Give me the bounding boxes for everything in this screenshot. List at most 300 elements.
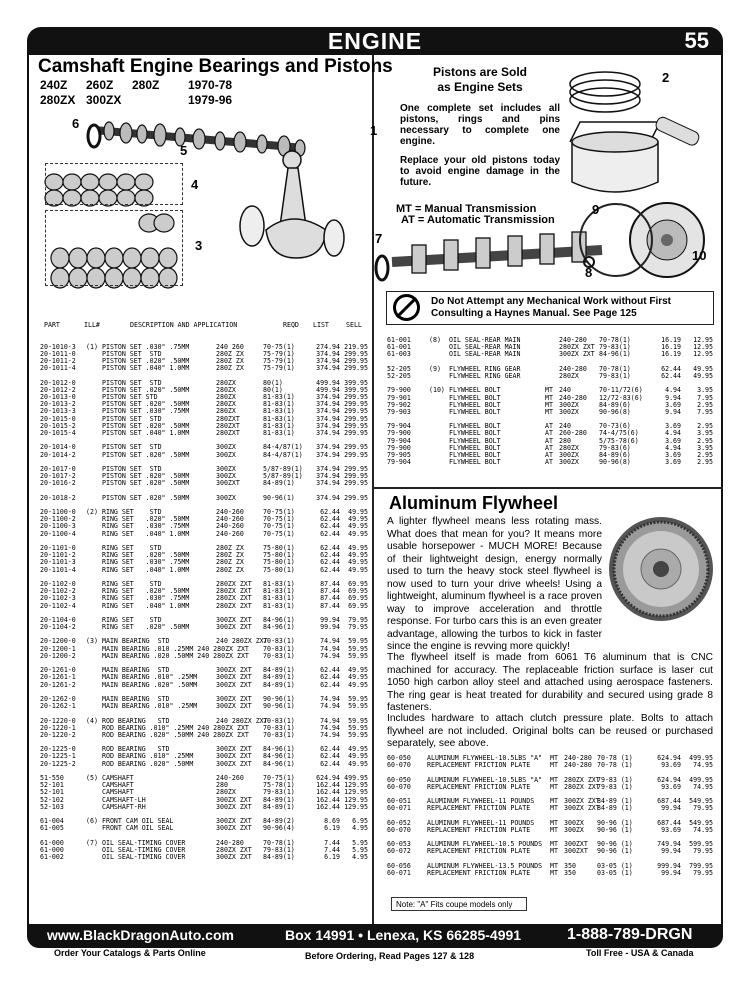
table-cell: 61-003	[387, 350, 411, 359]
table-cell: 74.94	[320, 637, 340, 646]
table-cell: AT	[545, 458, 553, 467]
parts-group	[40, 581, 368, 610]
table-cell: 79-900	[387, 429, 411, 438]
table-cell: 280ZX ZXT	[564, 775, 600, 784]
table-cell: 399.95	[344, 378, 368, 387]
table-cell: 61-000	[40, 838, 64, 847]
table-cell: CAMSHAFT	[102, 774, 134, 783]
table-cell: 59.95	[348, 723, 368, 732]
table-cell: 240	[559, 422, 571, 431]
table-row	[40, 617, 368, 624]
table-cell: 60-070	[387, 782, 411, 791]
table-cell: 49.95	[348, 508, 368, 517]
model-m260: 260Z	[86, 78, 114, 92]
table-cell: 20-1013-0	[40, 393, 76, 402]
table-cell: 299.95	[344, 479, 368, 488]
table-cell: FLYWHEEL BOLT	[449, 436, 501, 445]
table-cell: 49.95	[348, 752, 368, 761]
table-cell: 280Z ZX	[216, 357, 244, 366]
piston-box-heading-2: as Engine Sets	[437, 80, 523, 94]
table-cell: 300ZX ZXT	[216, 817, 252, 826]
table-cell: 299.95	[344, 429, 368, 438]
table-cell: 129.95	[344, 795, 368, 804]
table-cell: 60-071	[387, 869, 411, 877]
table-cell: 81-83(1)	[263, 421, 295, 430]
table-cell: 300ZX	[216, 493, 236, 502]
parts-group	[387, 777, 717, 791]
table-cell: 300ZX ZXT	[216, 824, 252, 833]
callout-10: 10	[692, 248, 707, 263]
table-row	[40, 559, 368, 566]
table-cell: 20-1101-0	[40, 544, 76, 553]
table-row	[40, 696, 368, 703]
table-cell: 79-83(1)	[263, 845, 295, 854]
table-row	[40, 552, 368, 559]
table-cell: 300ZX	[564, 825, 584, 834]
table-cell: (10)	[429, 386, 445, 395]
section-title: Camshaft Engine Bearings and Pistons	[38, 56, 393, 77]
table-cell: 62.44	[320, 673, 340, 682]
table-cell: 300ZX ZXT	[564, 804, 600, 813]
table-cell: 52-205	[387, 364, 411, 373]
table-cell: PISTON SET .040" 1.0MM	[102, 364, 190, 373]
table-cell: 79-903	[387, 407, 411, 416]
table-cell: 62.44	[320, 515, 340, 524]
table-cell: 90-96 (1)	[597, 840, 633, 849]
camshaft-illustration	[88, 122, 305, 156]
parts-group	[387, 755, 717, 769]
table-cell: 81-83(1)	[263, 601, 295, 610]
flywheel-paragraph-1: A lighter flywheel means less rotating mass. What does that mean for you? It means more usable horsepower - MUCH MORE! Because of their lightweight design, energy normally used to turn the heavy stock steel flywheel is now used to turn your drive wheels! Using a lightweight, aluminum flywheel is a race proven way to improve acceleration and throttle response. For turbo cars this is an even greater advantage, allowing the turbos to kick in faster since the engine is revving more quickly!	[387, 516, 602, 652]
table-cell: 20-1225-0	[40, 745, 76, 754]
table-row	[387, 409, 717, 416]
table-row	[40, 581, 368, 588]
table-cell: 74.95	[693, 782, 713, 791]
table-cell: 61-001	[387, 343, 411, 352]
table-cell: REPLACEMENT FRICTION PLATE	[427, 782, 531, 791]
table-cell: MAIN BEARING .020 .50MM 240 280ZX ZXT	[102, 651, 249, 660]
table-cell: 374.94	[316, 479, 340, 488]
table-cell: 60-050	[387, 775, 411, 784]
table-cell: 52-205	[387, 371, 411, 380]
table-row	[387, 784, 717, 791]
piston-illustration	[560, 62, 710, 202]
table-cell: 20-1102-2	[40, 587, 76, 596]
parts-group	[40, 718, 368, 740]
table-cell: 60-052	[387, 818, 411, 827]
table-cell: (4)	[86, 716, 98, 725]
parts-group	[40, 818, 368, 832]
table-cell: 300ZX	[559, 451, 579, 459]
table-cell: MT	[550, 804, 558, 813]
table-cell: 280Z ZX	[216, 544, 244, 553]
table-cell: 93.69	[661, 761, 681, 770]
table-cell: 374.94	[316, 450, 340, 459]
parts-group	[40, 509, 368, 538]
table-cell: 79-900	[387, 443, 411, 452]
table-cell: 70-83(1)	[263, 723, 295, 732]
table-cell: 3.69	[665, 451, 681, 459]
table-cell: 240 280ZX ZXT	[216, 637, 268, 646]
table-cell: 49.95	[348, 558, 368, 567]
table-cell: 84-96(1)	[263, 623, 295, 632]
table-cell: 84-89(1)	[263, 802, 295, 811]
table-cell: 20-1100-0	[40, 508, 76, 517]
table-cell: 499.94	[316, 378, 340, 387]
table-cell: 99.94	[320, 623, 340, 632]
table-cell: RING SET STD	[102, 579, 162, 588]
table-cell: 20-1104-2	[40, 623, 76, 632]
table-cell: 84-89(1)	[263, 680, 295, 689]
table-cell: 49.95	[348, 745, 368, 754]
table-row	[40, 847, 368, 854]
table-cell: ALUMINUM FLYWHEEL-10.5 POUNDS	[427, 840, 543, 849]
table-cell: 79-901	[387, 393, 411, 402]
table-cell: 74.95	[693, 761, 713, 770]
table-row	[40, 452, 368, 459]
phone-number[interactable]: 1-888-789-DRGN	[567, 926, 693, 943]
col-ill: ILL#	[84, 321, 100, 330]
table-cell: 87.44	[320, 594, 340, 603]
table-cell: MT	[545, 407, 553, 416]
table-cell: 70-78(1)	[263, 838, 295, 847]
table-cell: 280ZX	[216, 407, 236, 416]
table-cell: 300ZX ZXT	[216, 680, 252, 689]
table-cell: FLYWHEEL BOLT	[449, 443, 501, 452]
table-cell: 2.95	[697, 400, 713, 409]
table-cell: 20-1200-0	[40, 637, 76, 646]
table-cell: 79.95	[693, 847, 713, 856]
table-cell: MAIN BEARING STD	[102, 666, 170, 675]
table-cell: 374.94	[316, 472, 340, 481]
table-row	[40, 674, 368, 681]
table-cell: 61-000	[40, 845, 64, 854]
table-cell: 280ZXT	[216, 429, 240, 438]
table-cell: 240-260	[216, 529, 244, 538]
website-link[interactable]: www.BlackDragonAuto.com	[47, 927, 234, 943]
table-cell: 280ZX	[559, 443, 579, 452]
table-cell: PISTON SET STD	[102, 414, 162, 423]
aluminum-flywheel-photo	[607, 515, 715, 623]
table-cell: 300ZX	[559, 407, 579, 416]
table-row	[387, 351, 717, 358]
table-cell: 240-260	[216, 508, 244, 517]
table-cell: PISTON SET STD	[102, 464, 162, 473]
table-cell: 299.95	[344, 393, 368, 402]
table-cell: (9)	[429, 364, 441, 373]
table-cell: CAMSHAFT-LH	[102, 795, 146, 804]
table-cell: 20-1018-2	[40, 493, 76, 502]
table-cell: 84-89(1)	[263, 479, 295, 488]
table-cell: 70-75(1)	[263, 515, 295, 524]
table-cell: 374.94	[316, 429, 340, 438]
table-cell: 52-102	[40, 795, 64, 804]
table-cell: 79-83(1)	[599, 343, 631, 352]
table-cell: 20-1261-2	[40, 680, 76, 689]
table-cell: 374.94	[316, 393, 340, 402]
table-cell: 999.94	[657, 861, 681, 870]
table-cell: MT	[550, 840, 558, 849]
callout-8: 8	[585, 265, 593, 280]
table-cell: 20-1225-2	[40, 759, 76, 768]
parts-group	[40, 344, 368, 373]
table-cell: 129.95	[344, 802, 368, 811]
table-cell: 84-89(2)	[263, 817, 295, 826]
table-row	[40, 667, 368, 674]
table-cell: 60-053	[387, 840, 411, 849]
table-cell: 374.94	[316, 464, 340, 473]
parts-group	[40, 495, 368, 502]
table-row	[387, 827, 717, 834]
table-cell: 49.95	[693, 364, 713, 373]
parts-group	[40, 617, 368, 631]
table-cell: 70-78 (1)	[597, 761, 633, 770]
table-cell: 280ZX	[216, 385, 236, 394]
crankshaft-illustration	[376, 232, 602, 280]
table-cell: MT	[550, 797, 558, 806]
table-cell: 74.94	[320, 723, 340, 732]
model-m280zx: 280ZX	[40, 93, 76, 107]
table-cell: 61-005	[40, 824, 64, 833]
table-cell: 90-96(1)	[263, 702, 295, 711]
table-cell: AT	[545, 436, 553, 445]
table-cell: 16.19	[661, 343, 681, 352]
table-cell: 84-89 (1)	[597, 804, 633, 813]
model-years-2: 1979-96	[188, 93, 233, 107]
table-cell: 20-1011-0	[40, 349, 76, 358]
table-cell: 90-96(4)	[263, 824, 295, 833]
table-cell: 75-79(1)	[263, 357, 295, 366]
table-cell: 79-902	[387, 400, 411, 409]
table-cell: 280Z ZX	[216, 565, 244, 574]
table-cell: ROD BEARING STD	[102, 716, 170, 725]
table-cell: 240-280	[564, 754, 592, 762]
table-cell: 4.94	[665, 429, 681, 438]
col-description: DESCRIPTION AND APPLICATION	[130, 321, 238, 330]
table-cell: 75-78(1)	[263, 781, 295, 790]
table-cell: 70-83(1)	[263, 644, 295, 653]
model-m280: 280Z	[132, 78, 160, 92]
table-cell: 81-83(1)	[263, 414, 295, 423]
table-cell: 299.95	[344, 357, 368, 366]
table-cell: ALUMINUM FLYWHEEL-10.5LBS "A"	[427, 754, 543, 762]
table-cell: 20-1013-3	[40, 407, 76, 416]
table-cell: 240-280	[559, 336, 587, 344]
table-cell: 299.95	[344, 400, 368, 409]
table-cell: 90-96 (1)	[597, 847, 633, 856]
table-cell: ROD BEARING .020" .50MM	[102, 759, 194, 768]
table-cell: 3.95	[697, 386, 713, 395]
table-row	[40, 495, 368, 502]
table-cell: 79-83 (1)	[597, 775, 633, 784]
table-cell: 374.94	[316, 493, 340, 502]
bearing-group-3-outline	[45, 210, 183, 286]
table-cell: 300ZX	[216, 443, 236, 452]
table-cell: 374.94	[316, 357, 340, 366]
table-cell: 70-75(1)	[263, 342, 295, 351]
table-row	[40, 430, 368, 437]
table-cell: 5/75-78(6)	[599, 436, 639, 445]
table-cell: MAIN BEARING STD	[102, 694, 170, 703]
table-cell: 75-80(1)	[263, 551, 295, 560]
table-cell: 84-96(1)	[263, 759, 295, 768]
table-cell: 62.44	[320, 752, 340, 761]
table-cell: 300ZX ZXT	[216, 795, 252, 804]
table-cell: ROD BEARING .020" .50MM 240 280ZX ZXT	[102, 730, 249, 739]
table-cell: 3.95	[697, 443, 713, 452]
table-cell: 162.44	[316, 781, 340, 790]
flywheel-note: Note: "A" Fits coupe models only	[391, 897, 527, 911]
table-cell: 62.44	[320, 558, 340, 567]
table-cell: 549.95	[689, 797, 713, 806]
table-cell: 70-78 (1)	[597, 754, 633, 762]
table-row	[40, 516, 368, 523]
table-cell: 84-89(1)	[263, 673, 295, 682]
table-cell: 52-101	[40, 781, 64, 790]
table-cell: PISTON SET STD	[102, 393, 158, 402]
callout-6: 6	[72, 116, 80, 131]
table-row	[387, 870, 717, 877]
table-cell: 74.94	[320, 694, 340, 703]
table-cell: PISTON SET .020" .50MM	[102, 421, 190, 430]
table-cell: 70-75(1)	[263, 522, 295, 531]
table-cell: 60-050	[387, 754, 411, 762]
parts-group	[387, 366, 717, 380]
table-row	[387, 762, 717, 769]
table-cell: 84-96(1)	[263, 615, 295, 624]
table-cell: 62.44	[320, 680, 340, 689]
table-cell: 49.95	[348, 522, 368, 531]
table-cell: 74.94	[320, 651, 340, 660]
table-cell: 280ZX	[216, 400, 236, 409]
table-cell: 81-83(1)	[263, 587, 295, 596]
table-cell: 499.95	[689, 754, 713, 762]
table-cell: 52-101	[40, 788, 64, 797]
table-cell: 9.94	[665, 407, 681, 416]
parts-group	[387, 337, 717, 359]
table-cell: 20-1102-3	[40, 594, 76, 603]
parts-group	[40, 667, 368, 689]
table-cell: 84-96(1)	[263, 752, 295, 761]
table-cell: 20-1101-3	[40, 558, 76, 567]
table-cell: 70-83(1)	[263, 716, 295, 725]
parts-group	[40, 696, 368, 710]
table-cell: 350	[564, 861, 576, 870]
table-cell: (5)	[86, 774, 98, 783]
piston-box-heading-1: Pistons are Sold	[432, 65, 528, 79]
table-cell: FLYWHEEL BOLT	[449, 393, 501, 402]
table-cell: 84-96(1)	[263, 745, 295, 754]
table-cell: 499.95	[344, 774, 368, 783]
table-cell: 749.94	[657, 840, 681, 849]
table-cell: 84-89(1)	[263, 853, 295, 862]
table-cell: RING SET .030" .75MM	[102, 594, 190, 603]
table-cell: 240-280	[564, 761, 592, 770]
parts-table-header	[40, 322, 368, 329]
table-cell: 300ZX	[216, 472, 236, 481]
table-cell: 79.95	[693, 804, 713, 813]
table-cell: 280ZXT	[216, 421, 240, 430]
table-cell: 62.44	[661, 371, 681, 380]
table-cell: 300ZX ZXT	[564, 797, 600, 806]
table-cell: 20-1012-0	[40, 378, 76, 387]
table-cell: 49.95	[348, 565, 368, 574]
table-cell: 300ZX ZXT	[216, 615, 252, 624]
table-cell: 74.94	[320, 730, 340, 739]
table-cell: 374.94	[316, 443, 340, 452]
col-part: PART	[44, 321, 60, 330]
callout-9: 9	[592, 202, 600, 217]
parts-group	[40, 380, 368, 438]
table-cell: 350	[564, 869, 576, 877]
col-list: LIST	[313, 321, 329, 330]
table-cell: 12.95	[693, 343, 713, 352]
table-cell: 20-1104-0	[40, 615, 76, 624]
table-cell: ALUMINUM FLYWHEEL-13.5 POUNDS	[427, 861, 543, 870]
table-cell: 240	[559, 386, 571, 395]
callout-1: 1	[370, 123, 378, 138]
table-cell: 4.94	[665, 443, 681, 452]
table-cell: 70-73(6)	[599, 422, 631, 431]
table-cell: AT	[545, 451, 553, 459]
callout-2: 2	[662, 70, 670, 85]
table-cell: 79-905	[387, 451, 411, 459]
table-cell: 299.95	[344, 443, 368, 452]
table-cell: 75-79(1)	[263, 349, 295, 358]
table-cell: 219.95	[344, 342, 368, 351]
table-cell: 20-1220-2	[40, 730, 76, 739]
table-cell: 300ZX ZXT	[216, 853, 252, 862]
table-cell: FLYWHEEL BOLT	[449, 407, 501, 416]
table-cell: 20-1200-2	[40, 651, 76, 660]
table-cell: 6.95	[352, 817, 368, 826]
table-cell: RING SET .030" .75MM	[102, 522, 190, 531]
table-cell: 20-1225-1	[40, 752, 76, 761]
parts-table-right	[387, 337, 717, 474]
parts-group	[40, 466, 368, 488]
table-cell: 99.94	[661, 869, 681, 877]
table-cell: 5/87-89(1)	[263, 472, 303, 481]
table-cell: 280ZX ZXT	[216, 579, 252, 588]
table-cell: MT	[545, 400, 553, 409]
table-cell: 75-79(1)	[263, 364, 295, 373]
flywheel-title: Aluminum Flywheel	[389, 493, 559, 513]
table-cell: 16.19	[661, 350, 681, 359]
table-cell: 70-83(1)	[263, 637, 295, 646]
table-cell: ROD BEARING STD	[102, 745, 170, 754]
table-cell: 79.95	[348, 623, 368, 632]
table-cell: 240-280	[559, 393, 587, 402]
table-cell: MAIN BEARING .010" .25MM	[102, 673, 198, 682]
table-cell: 20-1012-2	[40, 385, 76, 394]
table-cell: 299.95	[344, 450, 368, 459]
table-cell: 300ZXT	[564, 840, 588, 849]
table-cell: 20-1262-0	[40, 694, 76, 703]
flywheel-paragraph-2: The flywheel itself is made from 6061 T6 aluminum that is CNC machined for accuracy. The replaceable friction surface is laser cut 1050 high carbon alloy steel and attached using aerospace fasteners. The ring gear is heat treated for durability and secured using grade 8 fasteners.	[387, 652, 713, 713]
table-cell: RING SET .020" .50MM	[102, 587, 190, 596]
table-cell: 99.94	[661, 847, 681, 856]
parts-group	[387, 798, 717, 812]
table-cell: 59.95	[348, 694, 368, 703]
table-cell: 70-78(1)	[599, 336, 631, 344]
table-cell: 49.95	[348, 529, 368, 538]
table-cell: 49.95	[348, 666, 368, 675]
table-cell: 79-83 (1)	[597, 782, 633, 791]
table-cell: 90-96(8)	[599, 407, 631, 416]
table-cell: 20-1102-0	[40, 579, 76, 588]
table-cell: 70-75(1)	[263, 774, 295, 783]
table-cell: 299.95	[344, 349, 368, 358]
